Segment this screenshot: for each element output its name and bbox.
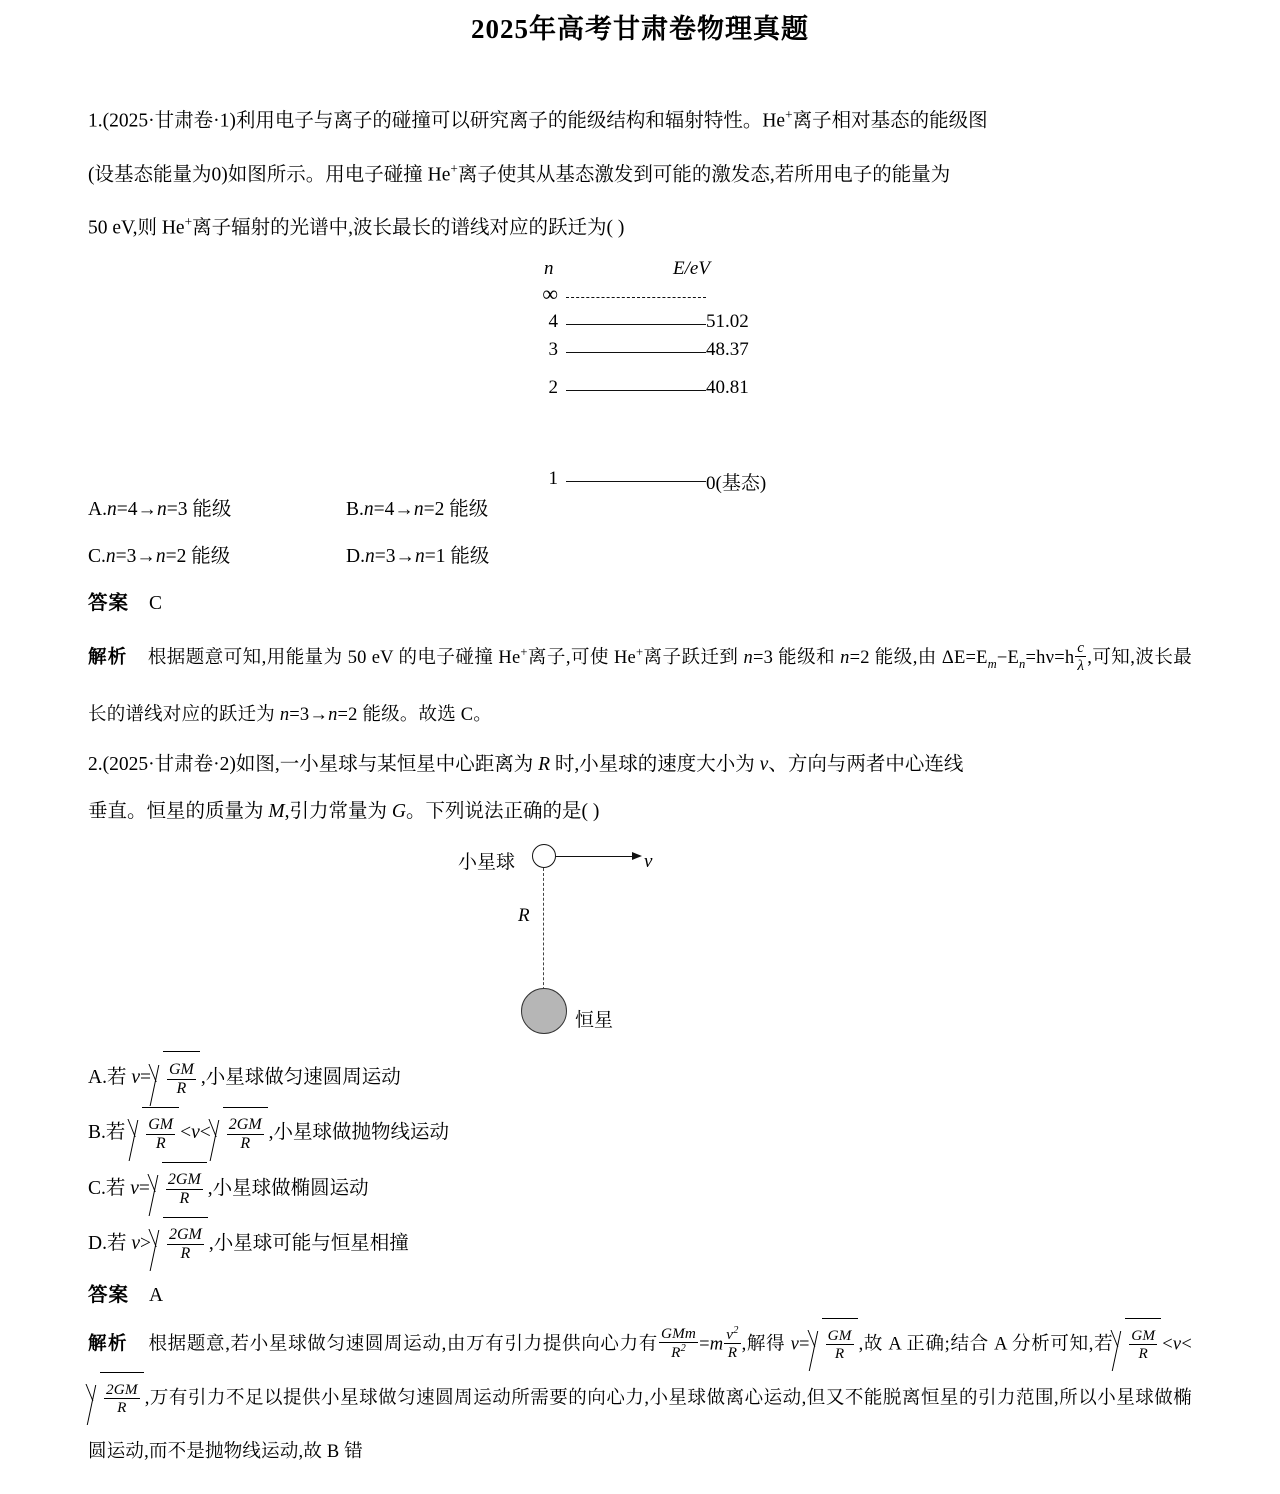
q1-option-c-var1: n xyxy=(105,545,116,567)
q1-option-b-key: B. xyxy=(346,498,364,520)
energy-level-diagram xyxy=(88,257,1192,494)
q2-option-d[interactable] xyxy=(88,1217,1192,1272)
level-value-2: 40.81 xyxy=(706,376,749,398)
q2-option-d-tail: ,小星球可能与恒星相撞 xyxy=(208,1232,409,1254)
q2-fraction-GMm-R2 xyxy=(659,1325,698,1361)
q1-explain-sup-2: + xyxy=(635,644,644,659)
q2-explain-var-v2: v xyxy=(1172,1333,1182,1354)
velocity-arrow-line xyxy=(556,856,634,857)
q2-explain-sqrt-1 xyxy=(811,1318,858,1372)
q2-answer-label: 答案 xyxy=(88,1284,130,1306)
q1-option-a-mid: =4→ xyxy=(116,498,157,520)
q2-explain-fraction-2 xyxy=(1129,1327,1157,1362)
q1-line2-part2: 离子使其从基态激发到可能的激发态,若所用电子的能量为 xyxy=(457,164,951,186)
q2-option-a[interactable] xyxy=(88,1051,1192,1106)
q2-explain-rad2-den: R xyxy=(1129,1344,1157,1362)
q2-option-c-key: C.若 xyxy=(88,1177,131,1199)
q1-option-row-1 xyxy=(88,486,1192,533)
q1-option-d-tail: =1 能级 xyxy=(424,545,490,567)
q1-option-d[interactable] xyxy=(346,533,1192,580)
q2-explain-fraction-1 xyxy=(826,1327,854,1362)
q2-option-d-rel: > xyxy=(140,1232,151,1254)
q1-option-d-var1: n xyxy=(364,545,375,567)
q1-option-b-tail: =2 能级 xyxy=(423,498,489,520)
q1-explain-p9: =3→ xyxy=(289,705,329,726)
q1-option-d-key: D. xyxy=(346,545,365,567)
q2-option-b-fraction-2 xyxy=(227,1116,264,1153)
big-star-label: 恒星 xyxy=(575,1010,614,1032)
page-title: 2025年高考甘肃卷物理真题 xyxy=(471,14,809,44)
q1-explanation xyxy=(88,626,1192,742)
q2-answer-value: A xyxy=(149,1284,164,1306)
q2-line2-part2: ,引力常量为 xyxy=(284,801,392,823)
q2-line1-part1: 2.(2025·甘肃卷·2)如图,一小星球与某恒星中心距离为 xyxy=(88,754,539,776)
q1-option-a-var1: n xyxy=(106,498,117,520)
q1-explain-sub-n: n xyxy=(1019,656,1026,671)
q2-option-d-var: v xyxy=(131,1232,140,1254)
q2-option-b-sqrt-1 xyxy=(131,1107,179,1162)
velocity-arrow-head-icon xyxy=(632,852,642,860)
q2-explain-p3: ,故 A 正 xyxy=(858,1333,926,1354)
q1-explain-var-n-1: n xyxy=(743,647,753,668)
q2-var-R-1: R xyxy=(538,754,551,776)
q1-option-c-var2: n xyxy=(155,545,166,567)
q2-option-c-var: v xyxy=(130,1177,139,1199)
q2-option-a-rel: = xyxy=(140,1067,151,1089)
q2-explain-lt-1: < xyxy=(1162,1333,1173,1354)
q2-explanation xyxy=(88,1318,1192,1478)
q2-fraction-v2-R xyxy=(724,1325,740,1361)
q1-line3-part1: 50 eV,则 He xyxy=(88,217,185,239)
q2-option-c-fraction xyxy=(166,1171,203,1208)
q2-explain-rad3-num: 2GM xyxy=(106,1381,138,1399)
q2-option-a-num: GM xyxy=(169,1060,194,1078)
q2-option-a-var: v xyxy=(131,1067,140,1089)
q1-option-c-tail: =2 能级 xyxy=(165,545,231,567)
q2-frac1-den xyxy=(659,1342,698,1361)
small-star-label: 小星球 xyxy=(458,852,516,874)
q2-option-a-tail: ,小星球做匀速圆周运动 xyxy=(200,1067,401,1089)
q2-frac2-num-sup: 2 xyxy=(733,1324,739,1336)
question-1-text xyxy=(88,91,1192,252)
level-label-4: 4 xyxy=(548,310,558,332)
q2-explain-sqrt-3 xyxy=(89,1372,144,1426)
q1-option-a-key: A. xyxy=(88,498,107,520)
q2-line1-part3: 、方向与两者中心连线 xyxy=(768,754,964,776)
q1-explain-p6: −E xyxy=(996,647,1020,668)
level-label-1: 1 xyxy=(548,467,558,489)
q1-option-c[interactable] xyxy=(88,533,346,580)
q2-option-b-sqrt-2 xyxy=(212,1107,268,1162)
q2-frac1-den-sup: 2 xyxy=(680,1342,686,1354)
q2-option-d-radicand xyxy=(163,1217,208,1272)
q2-option-b-key: B.若 xyxy=(88,1122,131,1144)
q2-option-c-num: 2GM xyxy=(167,1170,201,1188)
small-star-circle-icon xyxy=(532,844,556,868)
q1-explain-p7: =hν=h xyxy=(1025,647,1075,668)
q1-line2-part1: (设基态能量为0)如图所示。用电子碰撞 He xyxy=(88,164,451,186)
q2-var-G: G xyxy=(391,801,406,823)
q2-explain-var-v: v xyxy=(790,1333,799,1354)
q1-option-b-var1: n xyxy=(363,498,374,520)
q1-frac-numerator: c xyxy=(1077,639,1085,657)
q2-option-c-radicand xyxy=(162,1162,207,1217)
q2-var-v-1: v xyxy=(759,754,769,776)
q2-option-c-den: R xyxy=(166,1189,203,1208)
q1-option-a[interactable] xyxy=(88,486,346,533)
energy-diagram-header-e xyxy=(673,258,710,280)
level-line-infinity xyxy=(566,297,706,298)
level-value-4: 51.02 xyxy=(706,310,749,332)
distance-label-R: R xyxy=(518,905,530,927)
q1-option-row-2 xyxy=(88,533,1192,580)
q2-option-b-radicand-2 xyxy=(223,1107,268,1162)
q1-explain-p3: 离子跃迁到 xyxy=(643,647,744,668)
q2-explain-rad2-num: GM xyxy=(1131,1327,1156,1345)
q1-explain-p5: =2 能级,由 ΔE=E xyxy=(849,647,988,668)
q2-explain-var-m: m xyxy=(709,1333,724,1354)
q2-frac2-den: R xyxy=(724,1343,740,1361)
q2-frac1-num: GMm xyxy=(660,1324,697,1342)
q2-option-b-lt-2: < xyxy=(199,1122,211,1144)
level-label-3: 3 xyxy=(548,338,558,360)
q1-explain-var-n-4: n xyxy=(328,705,338,726)
q2-option-c-tail: ,小星球做椭圆运动 xyxy=(207,1177,369,1199)
level-line-3 xyxy=(566,352,706,353)
question-1-options xyxy=(88,486,1192,580)
star-orbit-diagram xyxy=(88,839,1192,1051)
q2-frac2-num-text: v xyxy=(726,1325,734,1343)
q1-line1-part2: 离子相对基态的能级图 xyxy=(792,110,988,132)
q2-explain-sqrt-2 xyxy=(1114,1318,1161,1372)
q1-explain-p1: 根据题意可知,用能量为 50 eV 的电子碰撞 He xyxy=(147,647,521,668)
level-line-2 xyxy=(566,390,706,391)
q1-explain-p4: =3 能级和 xyxy=(752,647,841,668)
q2-option-b-num-1: GM xyxy=(148,1115,174,1133)
q2-explain-eq2: = xyxy=(799,1333,810,1354)
q1-explain-p10: =2 能级。故选 C。 xyxy=(337,705,493,726)
q2-frac2-num xyxy=(724,1325,740,1343)
q1-answer-row xyxy=(88,582,1192,626)
q2-option-a-fraction xyxy=(167,1061,196,1098)
q2-answer-row xyxy=(88,1274,1192,1318)
q1-option-b-mid: =4→ xyxy=(373,498,414,520)
q1-option-d-mid: =3→ xyxy=(374,545,415,567)
q2-option-b-den-2: R xyxy=(227,1134,264,1153)
level-value-1: 0(基态) xyxy=(706,472,767,494)
q1-superscript-plus-3: + xyxy=(184,214,193,230)
q2-option-a-radicand xyxy=(163,1051,200,1106)
q2-explain-radicand-3 xyxy=(100,1372,144,1426)
q2-explain-rad-den: R xyxy=(826,1344,854,1362)
q2-line2-part3: 。下列说法正确的是( ) xyxy=(406,801,600,823)
q2-option-b-radicand-1 xyxy=(142,1107,179,1162)
q2-frac1-den-text: R xyxy=(671,1343,681,1361)
energy-diagram-header-e-text: E/eV xyxy=(673,257,710,279)
q1-explain-p2: 离子,可使 He xyxy=(527,647,636,668)
q2-explain-p5: ,万有引力不足以提供小星球做匀速圆周运动所需要的向心力,小 xyxy=(144,1387,669,1408)
q2-option-c[interactable] xyxy=(88,1162,1192,1217)
q2-option-c-rel: = xyxy=(138,1177,150,1199)
q1-explain-label: 解析 xyxy=(88,647,128,668)
q1-option-a-tail: =3 能级 xyxy=(166,498,232,520)
level-value-3: 48.37 xyxy=(706,338,749,360)
q2-line2-part1: 垂直。恒星的质量为 xyxy=(88,801,269,823)
q2-option-a-sqrt xyxy=(152,1051,200,1106)
q2-option-b-var: v xyxy=(191,1122,200,1144)
q2-line1-part2: 时,小星球的速度大小为 xyxy=(550,754,760,776)
q1-answer-label: 答案 xyxy=(88,592,130,614)
q2-explain-radicand-1 xyxy=(822,1318,858,1372)
q1-explain-fraction-c-lambda xyxy=(1075,639,1086,674)
q2-option-b-fraction-1 xyxy=(146,1116,175,1153)
q2-option-b[interactable] xyxy=(88,1106,1192,1161)
q2-option-b-den-1: R xyxy=(146,1134,175,1153)
q2-option-d-key: D.若 xyxy=(88,1232,132,1254)
q1-line3-part2: 离子辐射的光谱中,波长最长的谱线对应的跃迁为( ) xyxy=(192,217,625,239)
q1-superscript-plus-1: + xyxy=(785,107,793,123)
q2-explain-radicand-2 xyxy=(1125,1318,1161,1372)
q2-explain-fraction-3 xyxy=(104,1381,140,1416)
energy-diagram-header-n: n xyxy=(544,257,554,279)
q2-explain-rad3-den: R xyxy=(104,1398,140,1416)
q1-option-a-var2: n xyxy=(156,498,167,520)
q2-option-d-den: R xyxy=(167,1244,204,1263)
question-2-options xyxy=(88,1051,1192,1271)
question-2-text xyxy=(88,741,1192,835)
q2-option-a-den: R xyxy=(167,1079,196,1098)
big-star-circle-icon xyxy=(521,988,567,1034)
q2-explain-p1: 根据题意,若小星球做匀速圆周运动,由万有引力提供向心力有 xyxy=(147,1333,658,1354)
q2-option-b-tail: ,小星球做抛物线运动 xyxy=(268,1122,450,1144)
q2-option-d-sqrt xyxy=(152,1217,208,1272)
velocity-label: v xyxy=(644,851,653,873)
q2-option-b-lt-1: < xyxy=(180,1122,192,1144)
q2-explain-rad-num: GM xyxy=(827,1327,852,1345)
q1-frac-denominator: λ xyxy=(1075,656,1086,674)
q2-option-a-key: A.若 xyxy=(88,1067,132,1089)
q1-option-c-key: C. xyxy=(88,545,106,567)
level-line-1 xyxy=(566,481,706,482)
q2-explain-p2: ,解得 xyxy=(741,1333,791,1354)
q2-explain-p6: 星球做离心运动,但又不能脱离恒星的引力范围,所以小星球做椭圆运动,而不是抛物线运动,故 B 错 xyxy=(88,1387,1192,1462)
q2-option-b-num-2: 2GM xyxy=(228,1115,262,1133)
level-line-4 xyxy=(566,324,706,325)
q2-option-d-num: 2GM xyxy=(169,1225,202,1243)
q1-answer-value: C xyxy=(149,592,163,614)
q1-explain-var-n-2: n xyxy=(840,647,850,668)
q2-explain-label: 解析 xyxy=(88,1333,128,1354)
q1-option-b[interactable] xyxy=(346,486,1192,533)
q2-var-M: M xyxy=(268,801,285,823)
q2-explain-eq: = xyxy=(699,1333,710,1354)
q1-superscript-plus-2: + xyxy=(450,160,458,176)
q2-explain-p4: 确;结合 A 分析可知,若 xyxy=(925,1333,1114,1354)
q2-explain-lt-2: < xyxy=(1181,1333,1192,1354)
q1-option-b-var2: n xyxy=(413,498,424,520)
q1-explain-sup-1: + xyxy=(520,644,528,659)
q1-explain-var-n-3: n xyxy=(279,705,290,726)
level-label-infinity: ∞ xyxy=(542,280,558,306)
q2-option-d-fraction xyxy=(167,1226,204,1263)
q1-explain-p8: ,可知,波长最长的谱线对应的跃迁为 xyxy=(88,647,1192,726)
q1-explain-sub-m: m xyxy=(987,656,997,671)
level-label-2: 2 xyxy=(548,376,558,398)
q2-option-c-sqrt xyxy=(151,1162,207,1217)
q1-option-d-var2: n xyxy=(414,545,425,567)
q1-line1-part1: 1.(2025·甘肃卷·1)利用电子与离子的碰撞可以研究离子的能级结构和辐射特性。He xyxy=(88,110,786,132)
q1-option-c-mid: =3→ xyxy=(115,545,156,567)
